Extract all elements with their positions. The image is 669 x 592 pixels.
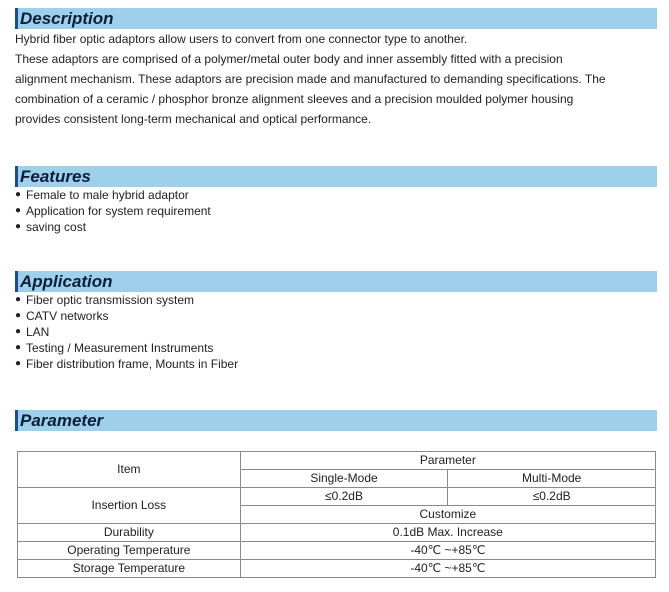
description-header [15, 8, 657, 29]
description-line: combination of a ceramic / phosphor bronze alignment sleeves and a precision moulded polymer housing [15, 92, 574, 106]
parameter-table [17, 451, 656, 578]
description-text [15, 29, 665, 129]
bullet-icon: ● [15, 310, 22, 321]
list-item-text: Application for system requirement [26, 204, 211, 218]
bullet-icon: ● [15, 221, 22, 232]
list-item-text: Fiber distribution frame, Mounts in Fiber [26, 357, 239, 371]
insertion-loss-multi-cell: ≤0.2dB [448, 488, 656, 506]
table-row [18, 452, 656, 470]
list-item-text: Fiber optic transmission system [26, 293, 195, 307]
bullet-icon: ● [15, 205, 22, 216]
item-header-cell: Item [18, 452, 241, 488]
insertion-loss-customize-cell: Customize [240, 506, 655, 524]
list-item-text: saving cost [26, 220, 87, 234]
bullet-icon: ● [15, 189, 22, 200]
description-line: These adaptors are comprised of a polymer/metal outer body and inner assembly fitted with a precision [15, 52, 563, 66]
application-heading: Application [20, 272, 113, 291]
features-header [15, 166, 657, 187]
list-item [15, 219, 211, 235]
bullet-icon: ● [15, 358, 22, 369]
list-item-text: Testing / Measurement Instruments [26, 341, 214, 355]
list-item [15, 324, 238, 340]
table-row [18, 542, 656, 560]
insertion-loss-single-cell: ≤0.2dB [240, 488, 448, 506]
bullet-icon: ● [15, 342, 22, 353]
list-item [15, 340, 238, 356]
description-line: provides consistent long-term mechanical and optical performance. [15, 112, 372, 126]
operating-temperature-label-cell: Operating Temperature [18, 542, 241, 560]
parameter-heading: Parameter [20, 411, 104, 430]
bullet-icon: ● [15, 294, 22, 305]
features-list [15, 187, 211, 235]
description-heading: Description [20, 9, 114, 28]
features-heading: Features [20, 167, 91, 186]
list-item-text: Female to male hybrid adaptor [26, 188, 189, 202]
durability-value-cell: 0.1dB Max. Increase [240, 524, 655, 542]
table-row [18, 488, 656, 506]
bullet-icon: ● [15, 326, 22, 337]
list-item [15, 308, 238, 324]
list-item [15, 203, 211, 219]
storage-temperature-value-cell: -40℃ ~+85℃ [240, 560, 655, 578]
storage-temperature-label-cell: Storage Temperature [18, 560, 241, 578]
application-header [15, 271, 657, 292]
multi-mode-header-cell: Multi-Mode [448, 470, 656, 488]
description-line: Hybrid fiber optic adaptors allow users to convert from one connector type to another. [15, 32, 468, 46]
description-line: alignment mechanism. These adaptors are precision made and manufactured to demanding specifications. The [15, 72, 606, 86]
durability-label-cell: Durability [18, 524, 241, 542]
table-row [18, 524, 656, 542]
list-item [15, 187, 211, 203]
single-mode-header-cell: Single-Mode [240, 470, 448, 488]
list-item [15, 292, 238, 308]
table-row [18, 560, 656, 578]
list-item [15, 356, 238, 372]
list-item-text: CATV networks [26, 309, 109, 323]
insertion-loss-label-cell: Insertion Loss [18, 488, 241, 524]
parameter-header [15, 410, 657, 431]
list-item-text: LAN [26, 325, 50, 339]
operating-temperature-value-cell: -40℃ ~+85℃ [240, 542, 655, 560]
application-list [15, 292, 238, 372]
parameter-header-cell: Parameter [240, 452, 655, 470]
